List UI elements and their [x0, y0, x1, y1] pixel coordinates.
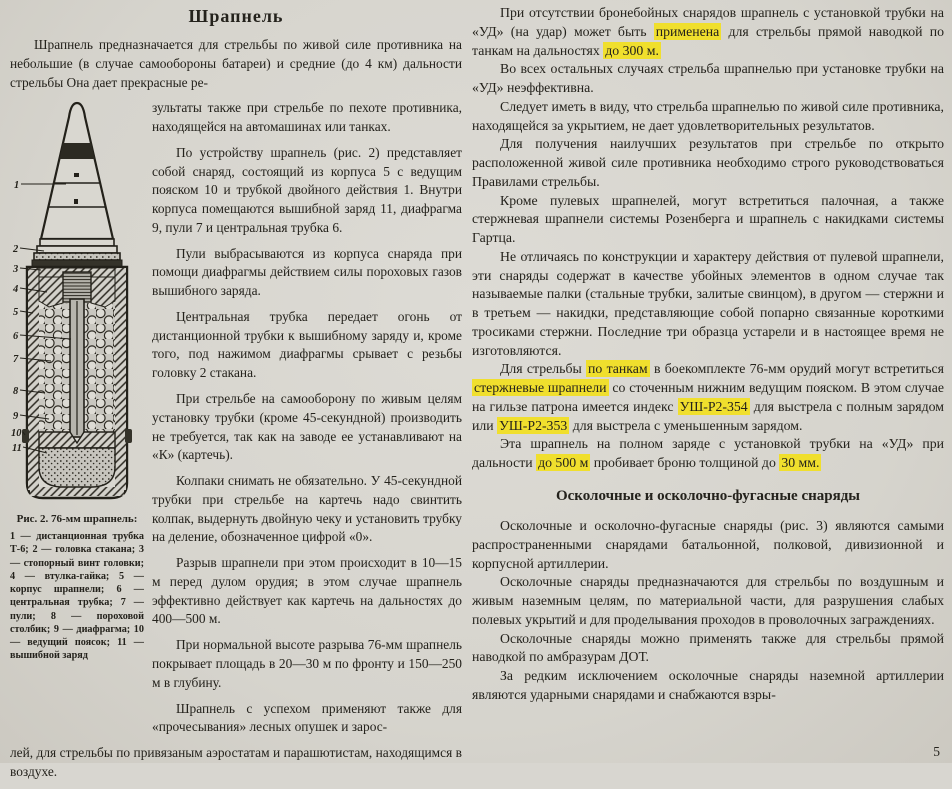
paragraph	[472, 135, 944, 191]
highlighted-text: 30 мм.	[781, 455, 820, 470]
paragraph: При нормальной высоте разрыва 76-мм шрапнель покрывает площадь в 20—30 м по фронту и 150—250 м в глубину.	[152, 637, 462, 690]
paragraph	[472, 360, 944, 435]
left-column	[10, 6, 462, 789]
paragraph	[472, 667, 944, 705]
text-run: пробивает броню толщиной до	[590, 455, 780, 470]
paragraph: При стрельбе на самооборону по живым целям установку трубки (кроме 45-секундной) производить не требуется, так как на заводе ее устанавливают на «К» (картечь).	[152, 391, 462, 463]
paragraph: По устройству шрапнель (рис. 2) представляет собой снаряд, состоящий из корпуса 5 с ведущим пояском 10 и трубкой двойного действия 1. Внутри корпуса помещаются вышибной заряд 11, диафрагма 9, пули 7 и центральная трубка 6.	[152, 144, 462, 235]
section-heading: Шрапнель	[188, 6, 284, 26]
text-run: в боекомплекте 76-мм орудий могут встретиться	[649, 361, 944, 377]
text-run: Осколочные и осколочно-фугасные снаряды (рис. 3) являются самыми распространенными снарядами батальонной, полковой, дивизионной и корпусной артиллерии.	[472, 518, 944, 571]
paragraph	[472, 60, 944, 98]
shell-figure	[10, 99, 144, 662]
paragraph: Центральная трубка передает огонь от дистанционной трубки к вышибному заряду и, кроме того, под нажимом диафрагмы срывает с резьбы головку 2 стакана.	[152, 308, 462, 381]
highlighted-text: до 300 м.	[605, 42, 659, 58]
text-run: Эта шрапнель на полном заряде с установкой трубки на «УД» при дальности	[472, 436, 944, 470]
highlighted-text: стержневые шрапнели	[474, 380, 607, 395]
figure-label: 11	[12, 443, 22, 455]
text-run: Осколочные снаряды можно применять также для стрельбы прямой наводкой по амбразурам ДОТ.	[472, 630, 944, 665]
figure-label: 8	[13, 386, 19, 398]
text-run: Для стрельбы	[500, 361, 587, 377]
figure-label: 1	[14, 180, 20, 192]
paragraph: Шрапнель с успехом применяют также для «прочесывания» лесных опушек и зарос-	[152, 700, 462, 735]
text-run: Кроме пулевых шрапнелей, могут встретиться палочная, а также стержневая шрапнели системы Розенберга и шрапнель с накидками системы Гартца.	[472, 192, 944, 245]
figure-label: 10	[11, 428, 22, 440]
figure-caption-title: Рис. 2. 76-мм шрапнель:	[16, 513, 138, 526]
figure-caption	[10, 513, 144, 662]
paragraph-outro: лей, для стрельбы по привязаным аэростатам и парашютистам, находящимся в воздухе.	[10, 745, 462, 779]
figure-label: 4	[13, 284, 19, 296]
paragraph: Пули выбрасываются из корпуса снаряда при помощи диафрагмы действием силы пороховых газов вышибного заряда.	[152, 245, 462, 299]
right-column	[472, 4, 944, 705]
page-number: 5	[933, 744, 940, 759]
highlighted-text: применена	[655, 23, 720, 39]
text-run: для выстрела с полным зарядом или	[472, 398, 944, 433]
highlighted-text: УШ-Р2-353	[499, 417, 568, 433]
paragraph-intro: Шрапнель предназначается для стрельбы по живой силе противника на небольшие (в случае самообороны батареи) и средние (до 4 км) дальности стрельбы Она дает прекрасные ре-	[10, 37, 462, 90]
text-run: За редким исключением осколочные снаряды наземной артиллерии являются ударными снарядами и снабжаются взры-	[472, 668, 944, 702]
text-run: При отсутствии бронебойных снарядов шрапнель с установкой трубки на «УД» (на удар) может быть	[472, 5, 944, 39]
figure-label: 7	[13, 354, 19, 366]
paragraph: Колпаки снимать не обязательно. У 45-секундной трубки при стрельбе на картечь надо свинтить колпак, выдернуть двойную чеку и установить трубку на деление, обозначенное цифрой «0».	[152, 473, 462, 545]
paragraph	[472, 630, 944, 668]
paragraph	[472, 4, 944, 60]
paragraph	[472, 435, 944, 473]
text-run: для выстрела с уменьшенным зарядом.	[569, 417, 803, 433]
text-run: Во всех остальных случаях стрельба шрапнелью при установке трубки на «УД» неэффективна.	[472, 61, 944, 95]
expelling-charge	[39, 448, 115, 487]
left-narrow-text	[152, 99, 462, 744]
figure-label: 6	[13, 331, 19, 343]
text-run: Не отличаясь по конструкции и характеру действия от пулевой шрапнели, эти снаряды содержат в качестве убойных элементов в одном случае так называемые палки (стальные трубки, залитые свинцом), в другом — стержни и в третьем — накидки, представляющие собой попарно связанные короткими тросиками стержни. Последние три образца устарели и в настоящее время не изготовляются.	[472, 248, 944, 358]
text-run: Для получения наилучших результатов при стрельбе по открыто расположенной живой силе противника необходимо строго руководствоваться Правилами стрельбы.	[472, 136, 944, 189]
text-run: для стрельбы прямой наводкой по танкам на дальностях	[472, 23, 945, 58]
paragraph	[472, 248, 944, 361]
figure-label: 3	[13, 264, 19, 276]
text-run: Следует иметь в виду, что стрельба шрапнелью по живой силе противника, находящейся за укрытием, не дает удовлетворительных результатов.	[472, 98, 944, 133]
subsection-heading: Осколочные и осколочно-фугасные снаряды	[555, 487, 861, 504]
text-run: со сточенным нижним ведущим пояском. В этом случае на гильзе патрона имеется индекс	[472, 380, 944, 414]
figure-label: 2	[13, 244, 19, 256]
highlighted-text: УШ-Р2-354	[679, 398, 748, 414]
paragraph: зультаты также при стрельбе по пехоте противника, находящейся на автомашинах или танках.	[152, 100, 462, 135]
paragraph	[472, 192, 944, 248]
figure-label: 9	[13, 411, 19, 423]
fuze-cone	[41, 103, 113, 239]
text-run: Осколочные снаряды предназначаются для стрельбы по воздушным и живым наземным целям, по материальной части, для разрушения слабых полевых укрытий и для проделывания проходов в проволочных заграждениях.	[472, 574, 944, 627]
screw-threads	[63, 272, 91, 302]
fuze-dark-band	[60, 143, 95, 159]
figure-label: 5	[13, 307, 19, 319]
paragraph	[472, 573, 944, 629]
shrapnel-shell-diagram	[10, 99, 144, 504]
paragraph: Разрыв шрапнели при этом происходит в 10—15 м перед дулом орудия; в этом случае шрапнель эффективно действует как картечь на дальностях до 400—500 м.	[152, 555, 462, 627]
figure-caption-legend: 1 — дистанционная трубка Т-6; 2 — головка стакана; 3 — стопорный винт головки; 4 — втулка-гайка; 5 — корпус шрапнели; 6 — центральная трубка; 7 — пули; 8 — пороховой столбик; 9 — диафрагма; 10 — ведущий поясок; 11 — вышибной заряд	[10, 531, 144, 662]
highlighted-text: до 500 м	[538, 455, 589, 470]
figure-text-row	[10, 99, 462, 744]
highlighted-text: по танкам	[588, 361, 648, 377]
paragraph	[472, 517, 944, 573]
paragraph	[472, 98, 944, 136]
driving-band	[22, 429, 29, 443]
